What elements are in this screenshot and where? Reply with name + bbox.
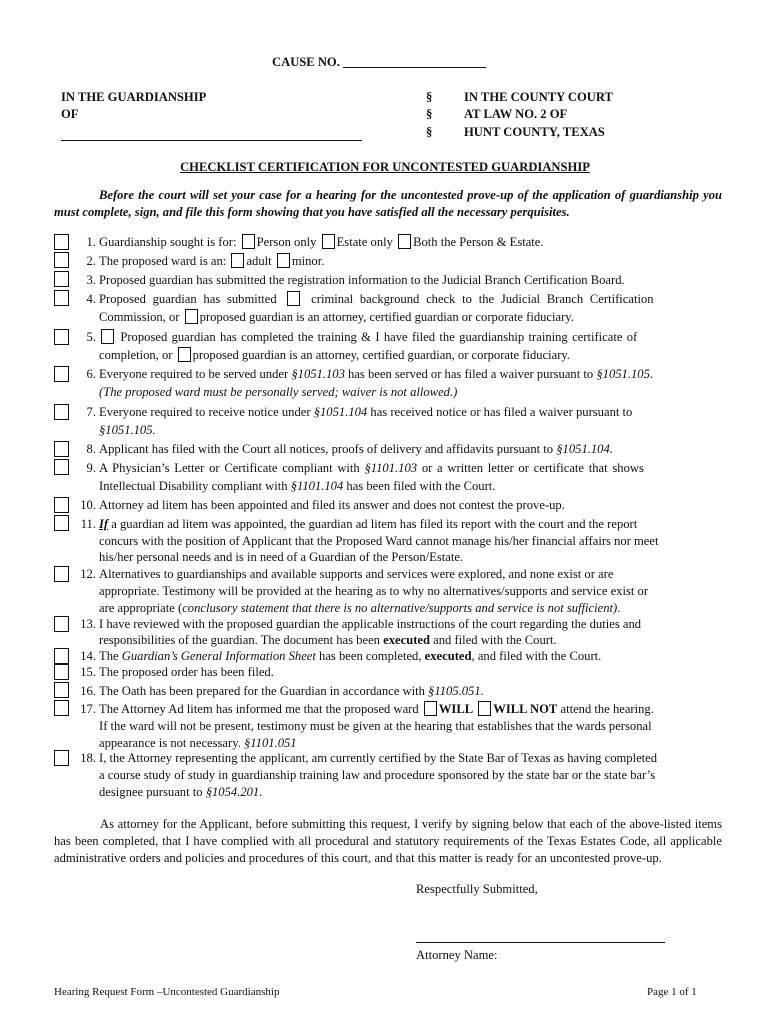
item-checkbox-2[interactable]	[54, 252, 69, 268]
item-12-line3: are appropriate (conclusory statement that there is no alternative/supports and service is not sufficient).	[99, 601, 621, 615]
item-9-line1: A Physician’s Letter or Certificate compliant with §1101.103 or a written letter or certificate that shows	[99, 461, 644, 475]
minor-checkbox[interactable]	[277, 253, 290, 268]
criminal-check-submitted-checkbox[interactable]	[287, 291, 300, 306]
item-checkbox-10[interactable]	[54, 497, 69, 513]
item-checkbox-8[interactable]	[54, 441, 69, 457]
item-10: Attorney ad litem has been appointed and filed its answer and does not contest the prove-up.	[99, 498, 565, 512]
signature-line[interactable]	[416, 930, 665, 943]
item-number: 8.	[86, 442, 96, 456]
court-caption-line2: AT LAW NO. 2 OF	[464, 107, 568, 121]
item-17-line3: appearance is not necessary. §1101.051	[99, 736, 297, 750]
item-18-line2: a course study of study in guardianship training law and procedure sponsored by the state bar or the state bar’s	[99, 768, 656, 782]
item-checkbox-14[interactable]	[54, 648, 69, 664]
person-only-checkbox[interactable]	[242, 234, 255, 249]
item-number: 16.	[80, 684, 96, 698]
item-5-line2: completion, or proposed guardian is an attorney, certified guardian, or corporate fiduciary.	[99, 348, 571, 362]
item-checkbox-13[interactable]	[54, 616, 69, 632]
item-number: 13.	[80, 617, 96, 631]
item-number: 5.	[86, 330, 96, 344]
guardianship-caption-line1: IN THE GUARDIANSHIP	[61, 90, 207, 104]
item-11-line3: his/her personal needs and is in need of a Guardian of the Person/Estate.	[99, 550, 464, 564]
ward-will-attend-checkbox[interactable]	[424, 701, 437, 716]
verification-paragraph: As attorney for the Applicant, before submitting this request, I verify by signing below that each of the above-listed items has been completed, that I have complied with all procedural and statutory requirements of the Texas Estates Code, all applicable administrative orders and policies and procedures of this court, and that this matter is ready for an uncontested prove-up.	[54, 817, 722, 865]
item-13-line2: responsibilities of the guardian. The document has been executed and filed with the Court.	[99, 633, 557, 647]
item-18-line3: designee pursuant to §1054.201.	[99, 785, 263, 799]
item-number: 12.	[80, 567, 96, 581]
item-checkbox-3[interactable]	[54, 271, 69, 287]
item-15: The proposed order has been filed.	[99, 665, 274, 679]
item-6-line1: Everyone required to be served under §1051.103 has been served or has filed a waiver pursuant to §1051.105.	[99, 367, 654, 381]
item-number: 11.	[80, 517, 96, 531]
item-checkbox-6[interactable]	[54, 366, 69, 382]
item-6-note: (The proposed ward must be personally served; waiver is not allowed.)	[99, 385, 458, 399]
item-5-line1: Proposed guardian has completed the training & I have filed the guardianship training certificate of	[99, 329, 713, 346]
item-checkbox-16[interactable]	[54, 682, 69, 698]
item-number: 2.	[86, 254, 96, 268]
section-symbol: §	[426, 125, 433, 139]
item-1: Guardianship sought is for: Person only Estate only Both the Person & Estate.	[99, 235, 544, 249]
cause-number-field[interactable]	[343, 54, 486, 68]
attorney-name-label: Attorney Name:	[416, 948, 498, 962]
item-12-line2: appropriate. Testimony will be provided at the hearing as to why no alternatives/supports and service exist or	[99, 584, 649, 598]
item-9-line2: Intellectual Disability compliant with §1101.104 has been filed with the Court.	[99, 479, 496, 493]
item-number: 3.	[86, 273, 96, 287]
cause-number	[272, 54, 486, 71]
item-3: Proposed guardian has submitted the registration information to the Judicial Branch Certification Board.	[99, 273, 625, 287]
item-12-line1: Alternatives to guardianships and available supports and services were explored, and none exist or are	[99, 567, 614, 581]
item-number: 15.	[80, 665, 96, 679]
item-18-line1: I, the Attorney representing the applicant, am currently certified by the State Bar of Texas as having completed	[99, 751, 658, 765]
item-checkbox-9[interactable]	[54, 459, 69, 475]
guardian-is-certified-checkbox[interactable]	[178, 347, 191, 362]
estate-only-checkbox[interactable]	[322, 234, 335, 249]
section-symbol: §	[426, 90, 433, 104]
item-16: The Oath has been prepared for the Guardian in accordance with §1105.051.	[99, 684, 484, 698]
section-symbol: §	[426, 107, 433, 121]
item-17-line2: If the ward will not be present, testimony must be given at the hearing that establishes that the wards personal	[99, 719, 652, 733]
item-7-line1: Everyone required to receive notice under §1051.104 has received notice or has filed a waiver pursuant to	[99, 405, 633, 419]
footer-form-title: Hearing Request Form –Uncontested Guardianship	[54, 986, 280, 998]
item-checkbox-5[interactable]	[54, 329, 69, 345]
training-completed-checkbox[interactable]	[101, 329, 114, 344]
adult-checkbox[interactable]	[231, 253, 244, 268]
item-14: The Guardian’s General Information Sheet has been completed, executed, and filed with the Court.	[99, 649, 602, 663]
item-number: 17.	[80, 702, 96, 716]
form-title: CHECKLIST CERTIFICATION FOR UNCONTESTED GUARDIANSHIP	[180, 160, 590, 174]
ward-will-not-attend-checkbox[interactable]	[478, 701, 491, 716]
item-number: 9.	[86, 461, 96, 475]
court-caption-line1: IN THE COUNTY COURT	[464, 90, 613, 104]
ward-name-field[interactable]	[61, 126, 362, 141]
item-number: 4.	[86, 292, 96, 306]
court-caption-line3: HUNT COUNTY, TEXAS	[464, 125, 605, 139]
item-checkbox-12[interactable]	[54, 566, 69, 582]
item-number: 1.	[86, 235, 96, 249]
item-7-line2: §1051.105.	[99, 423, 156, 437]
item-number: 18.	[80, 751, 96, 765]
person-and-estate-checkbox[interactable]	[398, 234, 411, 249]
cause-number-label: CAUSE NO.	[272, 55, 340, 69]
item-number: 7.	[86, 405, 96, 419]
item-13-line1: I have reviewed with the proposed guardian the applicable instructions of the court regarding the duties and	[99, 617, 642, 631]
item-4-line2: Commission, or proposed guardian is an attorney, certified guardian or corporate fiduciary.	[99, 310, 574, 324]
item-2: The proposed ward is an: adult minor.	[99, 254, 325, 268]
item-number: 14.	[80, 649, 96, 663]
item-checkbox-15[interactable]	[54, 664, 69, 680]
item-17-line1: The Attorney Ad litem has informed me that the proposed ward WILL WILL NOT attend the hearing.	[99, 702, 654, 716]
item-number: 10.	[80, 498, 96, 512]
guardianship-caption-line2: OF	[61, 107, 79, 121]
item-checkbox-1[interactable]	[54, 234, 69, 250]
guardian-is-attorney-checkbox[interactable]	[185, 309, 198, 324]
item-11-line2: concurs with the position of Applicant that the Proposed Ward cannot manage his/her financial affairs nor meet	[99, 534, 659, 548]
item-number: 6.	[86, 367, 96, 381]
item-checkbox-17[interactable]	[54, 700, 69, 716]
closing: Respectfully Submitted,	[416, 882, 538, 896]
page-number: Page 1 of 1	[647, 986, 697, 998]
item-4-line1: Proposed guardian has submitted criminal background check to the Judicial Branch Certification	[99, 292, 654, 306]
item-checkbox-7[interactable]	[54, 404, 69, 420]
item-11-line1: If a guardian ad litem was appointed, the guardian ad litem has filed its report with the court and the report	[99, 517, 638, 531]
item-checkbox-4[interactable]	[54, 290, 69, 306]
item-checkbox-18[interactable]	[54, 750, 69, 766]
item-checkbox-11[interactable]	[54, 515, 69, 531]
item-8: Applicant has filed with the Court all notices, proofs of delivery and affidavits pursuant to §1051.104.	[99, 442, 613, 456]
intro-paragraph: Before the court will set your case for a hearing for the uncontested prove-up of the application of guardianship you must complete, sign, and file this form showing that you have satisfied all the necessary perquisites.	[54, 188, 722, 219]
